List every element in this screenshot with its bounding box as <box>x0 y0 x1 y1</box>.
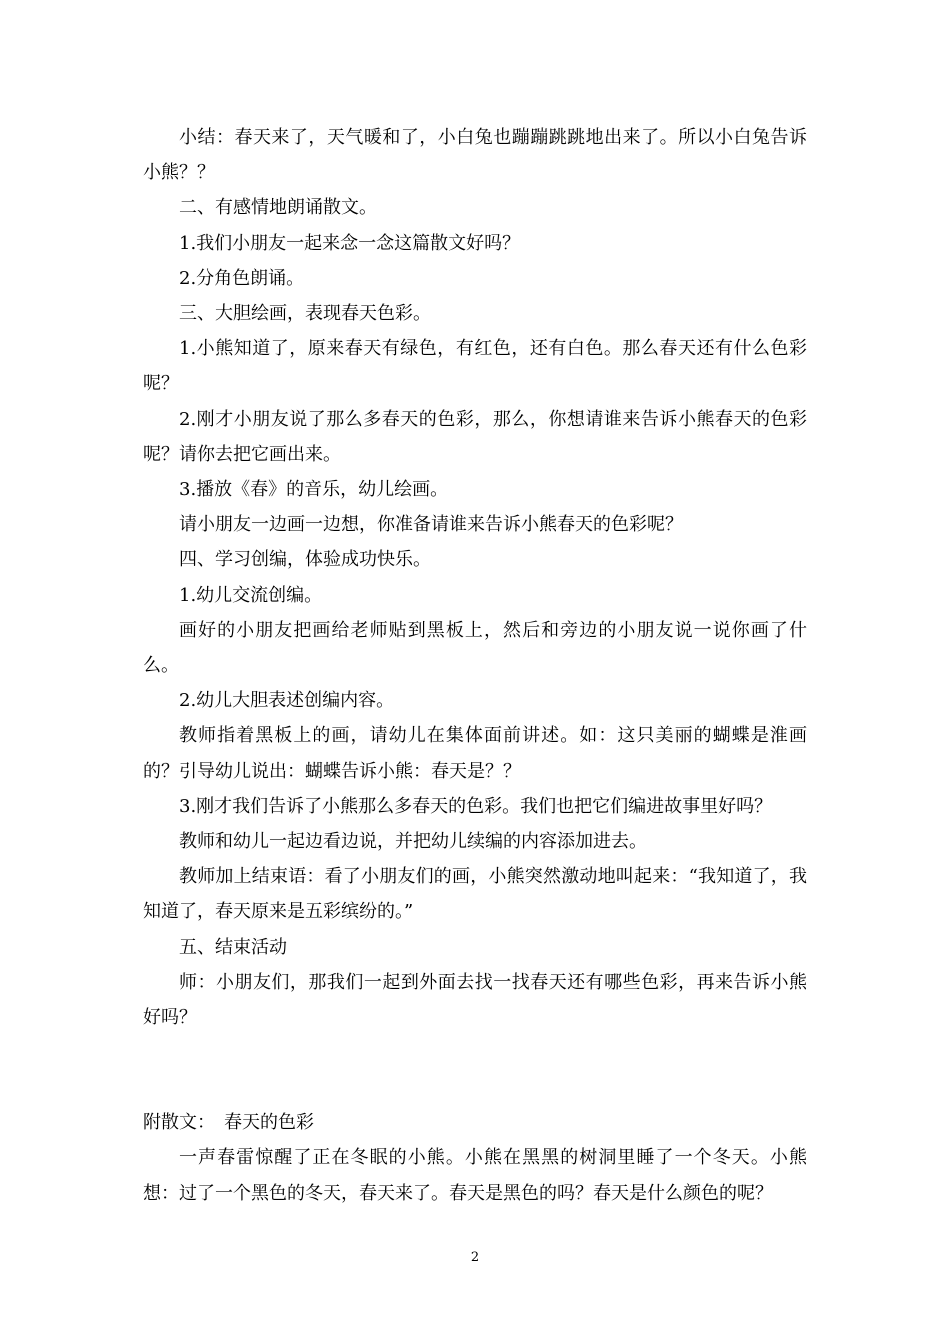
paragraph: 师：小朋友们，那我们一起到外面去找一找春天还有哪些色彩，再来告诉小熊好吗？ <box>143 971 807 1029</box>
section-spacer <box>143 1035 807 1105</box>
paragraph: 请小朋友一边画一边想，你准备请谁来告诉小熊春天的色彩呢？ <box>179 514 683 536</box>
paragraph: 3.刚才我们告诉了小熊那么多春天的色彩。我们也把它们编进故事里好吗？ <box>179 795 773 817</box>
document-body <box>143 120 807 1211</box>
appendix-title: 附散文： 春天的色彩 <box>143 1112 314 1134</box>
page-number: 2 <box>470 1250 480 1265</box>
appendix-paragraph: 一声春雷惊醒了正在冬眠的小熊。小熊在黑黑的树洞里睡了一个冬天。小熊想：过了一个黑色的冬天，春天来了。春天是黑色的吗？春天是什么颜色的呢？ <box>143 1147 807 1204</box>
paragraph: 1.小熊知道了，原来春天有绿色，有红色，还有白色。那么春天还有什么色彩呢？ <box>143 338 807 395</box>
section-heading: 五、结束活动 <box>179 936 287 958</box>
paragraph: 小结：春天来了，天气暖和了，小白兔也蹦蹦跳跳地出来了。所以小白兔告诉小熊？？ <box>143 127 807 184</box>
paragraph: 教师加上结束语：看了小朋友们的画，小熊突然激动地叫起来：“我知道了，我知道了，春天原来是五彩缤纷的。” <box>143 866 807 923</box>
paragraph: 3.播放《春》的音乐，幼儿绘画。 <box>179 479 449 501</box>
paragraph: 教师和幼儿一起边看边说，并把幼儿续编的内容添加进去。 <box>179 831 647 853</box>
section-heading: 二、有感情地朗诵散文。 <box>179 197 377 219</box>
paragraph: 1.我们小朋友一起来念一念这篇散文好吗？ <box>179 232 521 254</box>
paragraph: 1.幼儿交流创编。 <box>179 584 323 606</box>
paragraph: 画好的小朋友把画给老师贴到黑板上，然后和旁边的小朋友说一说你画了什么。 <box>143 619 807 677</box>
paragraph: 教师指着黑板上的画，请幼儿在集体面前讲述。如：这只美丽的蝴蝶是淮画的？引导幼儿说出：蝴蝶告诉小熊：春天是？？ <box>143 725 807 782</box>
paragraph: 2.刚才小朋友说了那么多春天的色彩，那么，你想请谁来告诉小熊春天的色彩呢？请你去把它画出来。 <box>143 408 807 465</box>
paragraph: 2.分角色朗诵。 <box>179 267 305 289</box>
paragraph: 2.幼儿大胆表述创编内容。 <box>179 690 395 712</box>
section-heading: 四、学习创编，体验成功快乐。 <box>179 549 431 571</box>
section-heading: 三、大胆绘画，表现春天色彩。 <box>179 303 431 325</box>
